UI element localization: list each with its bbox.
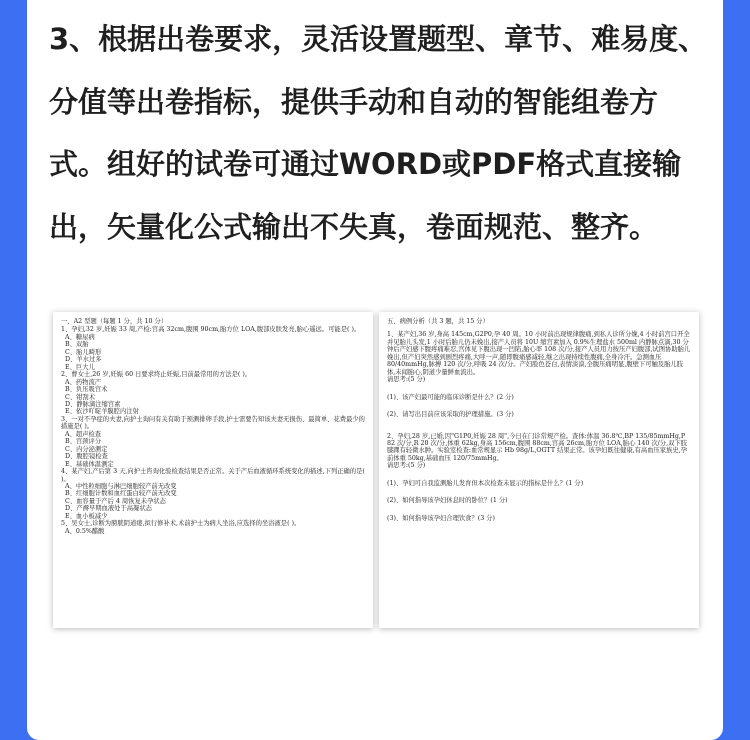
option: E、依沙吖啶羊膜腔内注射 (65, 408, 139, 416)
sub-question: (2)、请写出目前应该采取的护理措施。(3 分) (387, 411, 514, 419)
option: D、产褥早期血液处于高凝状态 (65, 505, 152, 513)
option: C、血容量于产后 4 周恢复未孕状态 (65, 497, 166, 505)
think-prompt: 请思考:(5 分) (387, 462, 426, 470)
question-stem: 2、曹女士,26 岁,妊娠 60 日要求终止妊娠,目前最常用的方法是( )。 (61, 371, 252, 379)
headline-text: 3、根据出卷要求，灵活设置题型、章节、难易度、分值等出卷指标，提供手动和自动的智能组卷方式。组好的试卷可通过WORD或PDF格式直接输出，矢量化公式输出不失真，卷面规范、整齐。 (49, 22, 708, 244)
option: D、腹腔镜检查 (65, 453, 108, 461)
sub-question: (2)、如何指导该孕妇休息时的卧位？(1 分) (387, 497, 508, 505)
case-stem: 2、孕妇,28 岁,已婚,因"G1P0,妊娠 28 周",今日在门诊常规产检。查体:体温 36.8℃,BP 135/85mmHg,P 82 次/分,R 20 次/分,体重 62kg,身高 156cm,腹围 88cm,宫高 26cm,胎方位 LOA,胎心 140 次/分,双下肢膝踝有轻微水肿。实验室检查:血常规显示 Hb 98g/L,OGTT 结果正常。该孕妇既往健康,有高血压家族史,孕前体重 50kg,基础血压 120/75mmHg。 (387, 432, 687, 462)
content-card (27, 0, 723, 740)
sub-question: (1)、该产妇最可能的临床诊断是什么？(2 分) (387, 393, 514, 401)
think-prompt: 请思考:(5 分) (387, 376, 426, 384)
sub-question: (3)、如何指导该孕妇合理饮食？(3 分) (387, 514, 495, 522)
option: E、巨大儿 (65, 363, 95, 371)
case-stem: 1、某产妇,36 岁,身高 145cm,G2P0,孕 40 周。10 小时前出现规律腹痛,到私人诊所分娩,4 小时前宫口开全并见胎儿头发,1 小时后胎儿仍未娩出,接产人员将 10U 缩宫素加入 0.9%生理盐水 500ml 内静脉点滴,30 分钟后产妇感下腹疼痛难忍,宫体见下腹出现一凹陷,胎心率 108 次/分,接产人员用力按压产妇腹部,试图协助胎儿娩出,但产妇突然感到剧烈疼痛,大呼一声,随即腹痛感减轻,继之出现持续性腹痛,全身冷汗。急测血压 80/40mmHg,脉搏 120 次/分,呼吸 24 次/分。产妇脸色苍白,表情淡漠,全腹压痛明显,腹壁下可触及胎儿肢体,未闻胎心,阴道少量鲜血流出。 (387, 331, 691, 376)
option: C、钳刮术 (65, 393, 96, 401)
option: A、中性粒细胞与淋巴细胞较产前无改变 (65, 482, 177, 490)
option: B、双胎 (65, 341, 89, 349)
option: E、基础体温测定 (65, 460, 114, 468)
sub-question: (1)、孕妇可自我监测胎儿发育但本次检查未显示的指标是什么？(1 分) (387, 479, 584, 487)
option: A、0.5%醋酸 (65, 527, 105, 535)
exam-paper-preview-left (53, 312, 373, 628)
section-title: 五、病例分析（共 3 题，共 15 分） (387, 318, 489, 325)
option: D、羊水过多 (65, 356, 102, 364)
option: B、负压吸宫术 (65, 386, 108, 394)
question-stem: 3、一对不孕症的夫妻,向护士询问有关有助于预测排卵手段,护士需要告知该夫妻无损伤、最简单、花费最少的措施是( )。 (61, 415, 365, 431)
option: C、胎儿畸形 (65, 348, 102, 356)
question-stem: 5、吴女士,诊断为膀胱阴道瘘,拟行修补术,术前护士为病人坐浴,应选择的坐浴液是( )。 (61, 520, 301, 528)
option: D、静脉滴注缩宫素 (65, 400, 121, 408)
option: B、红细胞计数和血红蛋白较产前无改变 (65, 490, 177, 498)
option: A、超声检查 (65, 430, 102, 438)
question-stem: 1、孕妇,32 岁,妊娠 33 周,产检:宫高 32cm,腹围 90cm,胎方位 LOA,腹部皮肤发亮,胎心遥远。可能是( )。 (61, 326, 361, 334)
option: C、内分泌测定 (65, 445, 108, 453)
option: E、血小板减少 (65, 512, 108, 520)
option: A、糖尿病 (65, 333, 95, 341)
question-stem: 4、某产妇,产后第 3 天,向护士咨询化验检查结果是否正常。关于产后血液循环系统变化的描述,下列正确的是( )。 (61, 468, 365, 483)
option: A、药物流产 (65, 378, 102, 386)
section-title: 一、A2 型题（每题 1 分，共 10 分） (61, 318, 168, 325)
exam-paper-preview-right (379, 312, 699, 628)
option: B、宫颈评分 (65, 438, 102, 446)
